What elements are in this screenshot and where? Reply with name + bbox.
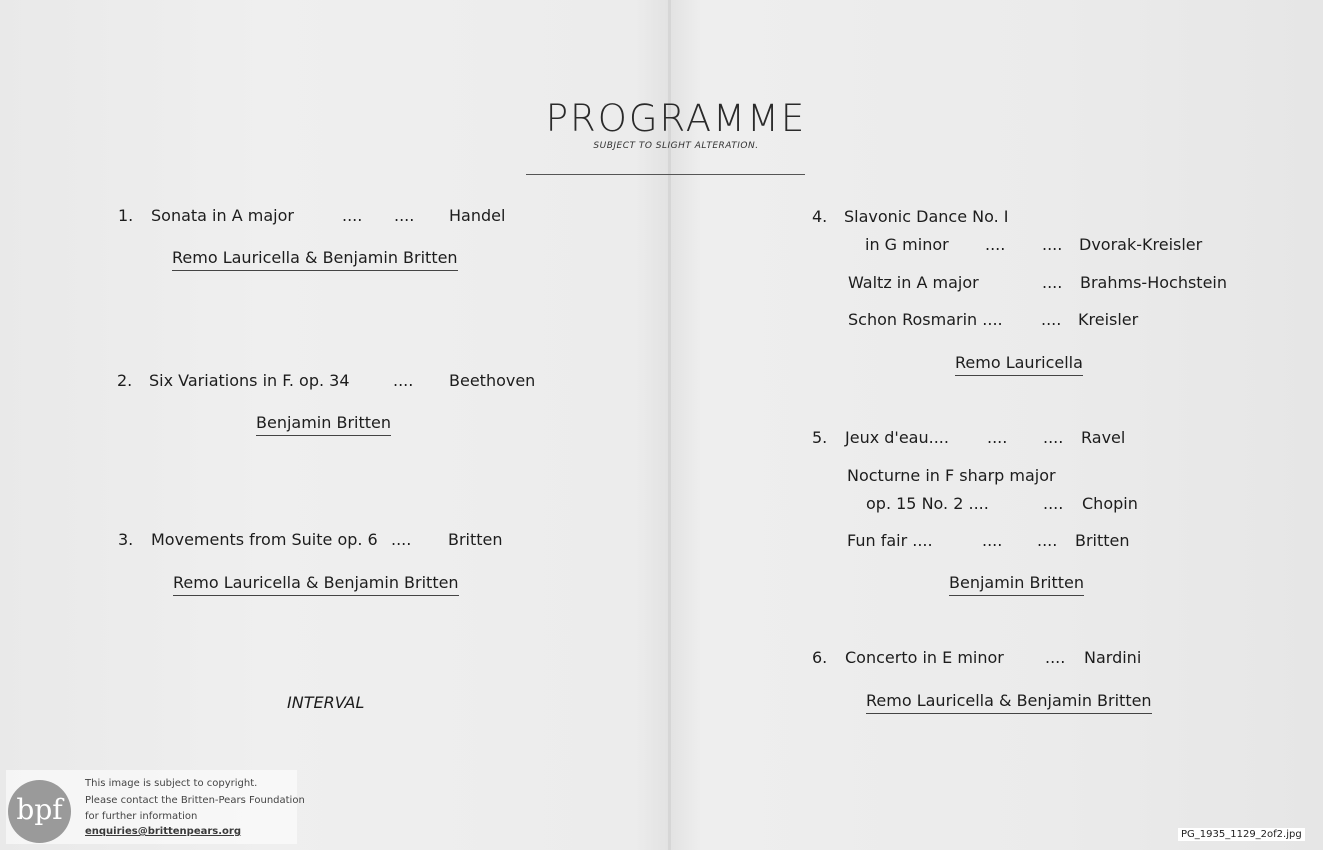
item-4-line-2-composer: Dvorak-Kreisler: [1079, 235, 1203, 254]
item-4-schon-dots: ....: [1041, 310, 1062, 329]
image-filename: PG_1935_1129_2of2.jpg: [1178, 828, 1305, 841]
item-4-line-1: Slavonic Dance No. I: [844, 207, 1009, 226]
item-2-number: 2.: [117, 371, 133, 390]
item-6-number: 6.: [812, 648, 828, 667]
programme-subtitle: SUBJECT TO SLIGHT ALTERATION.: [593, 141, 759, 151]
item-5-jeux-dots-2: ....: [1043, 428, 1064, 447]
item-5-nocturne-1: Nocturne in F sharp major: [847, 466, 1056, 485]
item-1-composer: Handel: [449, 206, 506, 225]
item-4-line-2-dots-1: ....: [985, 235, 1006, 254]
item-4-waltz-composer: Brahms-Hochstein: [1080, 273, 1227, 292]
item-5-nocturne-dots: ....: [1043, 494, 1064, 513]
item-1-dots-1: ....: [342, 206, 363, 225]
item-5-nocturne-2: op. 15 No. 2 ....: [866, 494, 989, 513]
item-3-work: Movements from Suite op. 6: [151, 530, 378, 549]
item-5-jeux: Jeux d'eau....: [845, 428, 949, 447]
item-6-composer: Nardini: [1084, 648, 1142, 667]
item-2-performers: Benjamin Britten: [256, 413, 391, 436]
item-1-dots-2: ....: [394, 206, 415, 225]
item-5-performers: Benjamin Britten: [949, 573, 1084, 596]
item-3-dots: ....: [391, 530, 412, 549]
interval-label: INTERVAL: [287, 693, 365, 712]
item-5-fun-dots-2: ....: [1037, 531, 1058, 550]
item-2-composer: Beethoven: [449, 371, 536, 390]
item-4-waltz-dots: ....: [1042, 273, 1063, 292]
item-6-dots: ....: [1045, 648, 1066, 667]
item-1-performers: Remo Lauricella & Benjamin Britten: [172, 248, 458, 271]
item-2-work: Six Variations in F. op. 34: [149, 371, 350, 390]
item-4-performers: Remo Lauricella: [955, 353, 1083, 376]
item-5-number: 5.: [812, 428, 828, 447]
item-4-line-2-dots-2: ....: [1042, 235, 1063, 254]
item-6-performers: Remo Lauricella & Benjamin Britten: [866, 691, 1152, 714]
item-4-number: 4.: [812, 207, 828, 226]
item-4-schon-composer: Kreisler: [1078, 310, 1139, 329]
item-1-number: 1.: [118, 206, 134, 225]
item-3-performers: Remo Lauricella & Benjamin Britten: [173, 573, 459, 596]
item-4-schon: Schon Rosmarin ....: [848, 310, 1003, 329]
item-5-fun-composer: Britten: [1075, 531, 1130, 550]
notice-line-1: This image is subject to copyright.: [85, 778, 258, 789]
notice-line-3: for further information: [85, 811, 198, 822]
item-5-fun-dots-1: ....: [982, 531, 1003, 550]
programme-title: PROGRAMME: [545, 97, 807, 140]
item-2-dots: ....: [393, 371, 414, 390]
item-4-waltz: Waltz in A major: [848, 273, 979, 292]
contact-email-link[interactable]: enquiries@brittenpears.org: [85, 826, 242, 837]
item-6-work: Concerto in E minor: [845, 648, 1004, 667]
item-5-jeux-composer: Ravel: [1081, 428, 1126, 447]
bpf-logo: bpf: [8, 780, 71, 843]
item-3-number: 3.: [118, 530, 134, 549]
item-4-line-2: in G minor: [865, 235, 949, 254]
item-5-nocturne-composer: Chopin: [1082, 494, 1138, 513]
item-1-work: Sonata in A major: [151, 206, 294, 225]
item-3-composer: Britten: [448, 530, 503, 549]
notice-line-2: Please contact the Britten-Pears Foundation: [85, 795, 305, 806]
item-5-jeux-dots-1: ....: [987, 428, 1008, 447]
title-rule: [526, 174, 805, 175]
item-5-fun: Fun fair ....: [847, 531, 933, 550]
